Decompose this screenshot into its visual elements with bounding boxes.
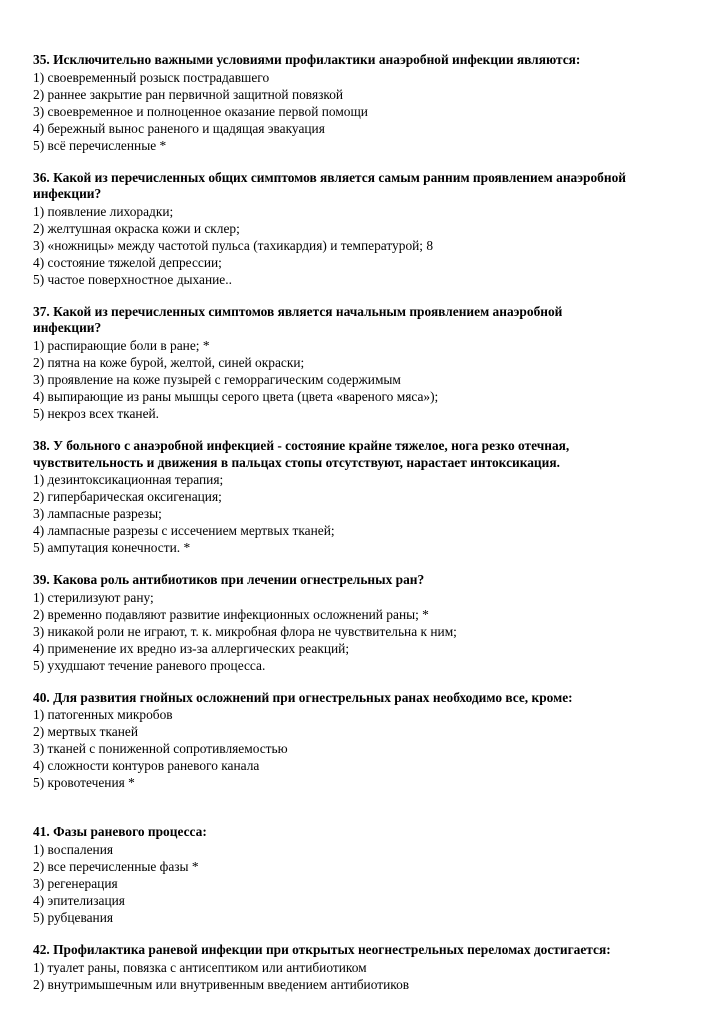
question-35	[33, 52, 693, 154]
answer-option: 1) своевременный розыск пострадавшего	[33, 69, 270, 85]
question-title	[33, 572, 693, 589]
question-39	[33, 572, 693, 674]
answer-list	[33, 69, 693, 154]
answer-option: 3) «ножницы» между частотой пульса (тахикардия) и температурой; 8	[33, 237, 434, 253]
question-title	[33, 170, 693, 203]
answer-option: 5) всё перечисленные *	[33, 137, 167, 153]
spacer	[33, 288, 693, 304]
answer-option: 3) регенерация	[33, 875, 118, 891]
answer-option: 4) бережный вынос раненого и щадящая эвакуация	[33, 120, 325, 136]
answer-option: 4) выпирающие из раны мышцы серого цвета (цвета «вареного мяса»);	[33, 388, 439, 404]
answer-option: 1) патогенных микробов	[33, 707, 173, 723]
answer-option: 5) ампутация конечности. *	[33, 540, 191, 556]
question-title-line: 35. Исключительно важными условиями профилактики анаэробной инфекции являются:	[33, 52, 581, 67]
answer-option: 1) стерилизуют рану;	[33, 589, 154, 605]
answer-option: 3) лампасные разрезы;	[33, 506, 162, 522]
answer-option: 2) мертвых тканей	[33, 724, 139, 740]
question-title-line: инфекции?	[33, 320, 102, 336]
question-41	[33, 824, 693, 926]
question-title-line: 42. Профилактика раневой инфекции при открытых неогнестрельных переломах достигается:	[33, 941, 611, 957]
answer-option: 2) гипербарическая оксигенация;	[33, 489, 222, 505]
spacer	[33, 422, 693, 438]
answer-list	[33, 203, 693, 288]
document-page	[33, 52, 693, 993]
answer-option: 1) дезинтоксикационная терапия;	[33, 472, 224, 488]
answer-option: 1) туалет раны, повязка с антисептиком или антибиотиком	[33, 959, 367, 975]
question-title	[33, 824, 693, 841]
question-title	[33, 438, 693, 471]
answer-option: 2) желтушная окраска кожи и склер;	[33, 220, 240, 236]
spacer	[33, 154, 693, 170]
answer-option: 5) рубцевания	[33, 909, 114, 925]
answer-option: 3) проявление на коже пузырей с геморрагическим содержимым	[33, 371, 401, 387]
answer-option: 5) кровотечения *	[33, 775, 135, 791]
answer-option: 1) распирающие боли в ране; *	[33, 337, 210, 353]
answer-option: 4) применение их вредно из-за аллергических реакций;	[33, 640, 350, 656]
answer-option: 5) частое поверхностное дыхание..	[33, 271, 232, 287]
question-title	[33, 304, 693, 337]
spacer	[33, 926, 693, 942]
answer-option: 5) ухудшают течение раневого процесса.	[33, 657, 266, 673]
question-title	[33, 942, 693, 959]
question-title-line: 36. Какой из перечисленных общих симптомов является самым ранним проявлением анаэробной	[33, 169, 626, 185]
answer-list	[33, 959, 693, 993]
answer-option: 2) все перечисленные фазы *	[33, 858, 199, 874]
question-title-line: инфекции?	[33, 186, 102, 202]
answer-option: 3) никакой роли не играют, т. к. микробная флора не чувствительна к ним;	[33, 623, 457, 639]
spacer	[33, 674, 693, 690]
spacer	[33, 556, 693, 572]
question-37	[33, 304, 693, 422]
answer-option: 1) воспаления	[33, 841, 114, 857]
question-36	[33, 170, 693, 288]
answer-option: 2) пятна на коже бурой, желтой, синей окраски;	[33, 354, 305, 370]
question-title	[33, 690, 693, 707]
answer-option: 3) своевременное и полноценное оказание первой помощи	[33, 103, 368, 119]
answer-list	[33, 589, 693, 674]
answer-list	[33, 471, 693, 556]
answer-option: 4) лампасные разрезы с иссечением мертвых тканей;	[33, 523, 335, 539]
question-title-line: 38. У больного с анаэробной инфекцией - состояние крайне тяжелое, нога резко отечная,	[33, 437, 570, 453]
answer-option: 2) внутримышечным или внутривенным введением антибиотиков	[33, 976, 410, 992]
answer-option: 4) сложности контуров раневого канала	[33, 758, 260, 774]
answer-option: 1) появление лихорадки;	[33, 203, 174, 219]
answer-option: 2) временно подавляют развитие инфекционных осложнений раны; *	[33, 606, 429, 622]
question-title-line: 39. Какова роль антибиотиков при лечении огнестрельных ран?	[33, 572, 425, 588]
question-40	[33, 690, 693, 792]
answer-option: 2) раннее закрытие ран первичной защитной повязкой	[33, 86, 344, 102]
answer-list	[33, 706, 693, 791]
question-title-line: 41. Фазы раневого процесса:	[33, 824, 207, 840]
question-title-line: чувствительность и движения в пальцах стопы отсутствуют, нарастает интоксикация.	[33, 454, 560, 470]
question-38	[33, 438, 693, 556]
answer-option: 4) состояние тяжелой депрессии;	[33, 254, 222, 270]
spacer	[33, 791, 693, 824]
answer-option: 4) эпителизация	[33, 892, 125, 908]
question-title-line: 40. Для развития гнойных осложнений при огнестрельных ранах необходимо все, кроме:	[33, 689, 573, 705]
answer-option: 5) некроз всех тканей.	[33, 405, 160, 421]
answer-option: 3) тканей с пониженной сопротивляемостью	[33, 741, 288, 757]
question-title	[33, 52, 693, 69]
answer-list	[33, 337, 693, 422]
question-title-line: 37. Какой из перечисленных симптомов является начальным проявлением анаэробной	[33, 303, 563, 319]
answer-list	[33, 841, 693, 926]
question-42	[33, 942, 693, 993]
